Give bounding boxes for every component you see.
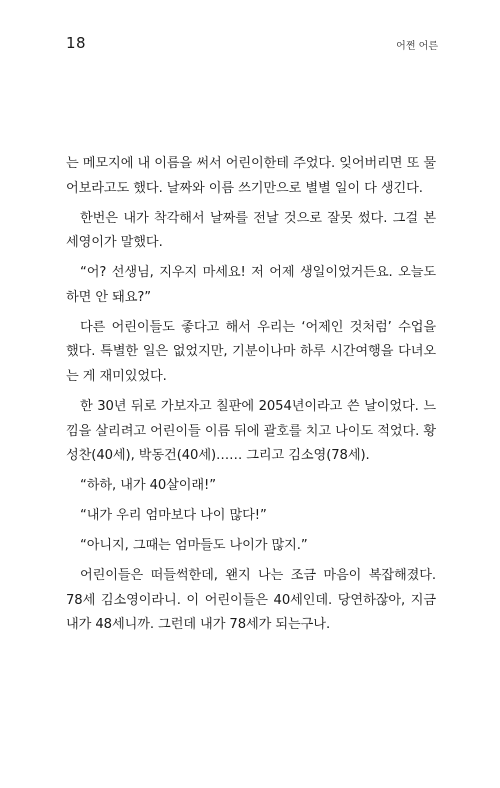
paragraph: “아니지, 그때는 엄마들도 나이가 많지.” bbox=[80, 538, 308, 554]
page-number: 18 bbox=[66, 34, 87, 52]
paragraph: 한 30년 뒤로 가보자고 칠판에 2054년이라고 쓴 날이었다. 느낌을 살리려고 어린이들 이름 뒤에 괄호를 치고 나이도 적었다. 황성찬(40세), 박동건(40세)…… 그리고 김소영(78세). bbox=[66, 398, 436, 464]
body-text bbox=[66, 152, 436, 643]
paragraph: “어? 선생님, 지우지 마세요! 저 어제 생일이었거든요. 오늘도 하면 안 돼요?” bbox=[66, 265, 436, 305]
paragraph: 는 메모지에 내 이름을 써서 어린이한테 주었다. 잊어버리면 또 물어보라고도 했다. 날짜와 이름 쓰기만으로 별별 일이 다 생긴다. bbox=[66, 156, 436, 196]
paragraph: 다른 어린이들도 좋다고 해서 우리는 ‘어제인 것처럼’ 수업을 했다. 특별한 일은 없었지만, 기분이나마 하루 시간여행을 다녀오는 게 재미있었다. bbox=[66, 319, 436, 384]
paragraph: 어린이들은 떠들썩한데, 왠지 나는 조금 마음이 복잡해졌다. 78세 김소영이라니. 이 어린이들은 40세인데. 당연하잖아, 지금 내가 48세니까. 그런데 내가 78세가 되는구나. bbox=[66, 568, 436, 633]
paragraph: “내가 우리 엄마보다 나이 많다!” bbox=[80, 508, 267, 524]
running-head: 어쩐 어른 bbox=[396, 41, 438, 52]
paragraph: “하하, 내가 40살이래!” bbox=[80, 478, 216, 494]
paragraph: 한번은 내가 착각해서 날짜를 전날 것으로 잘못 썼다. 그걸 본 세영이가 말했다. bbox=[66, 210, 436, 251]
